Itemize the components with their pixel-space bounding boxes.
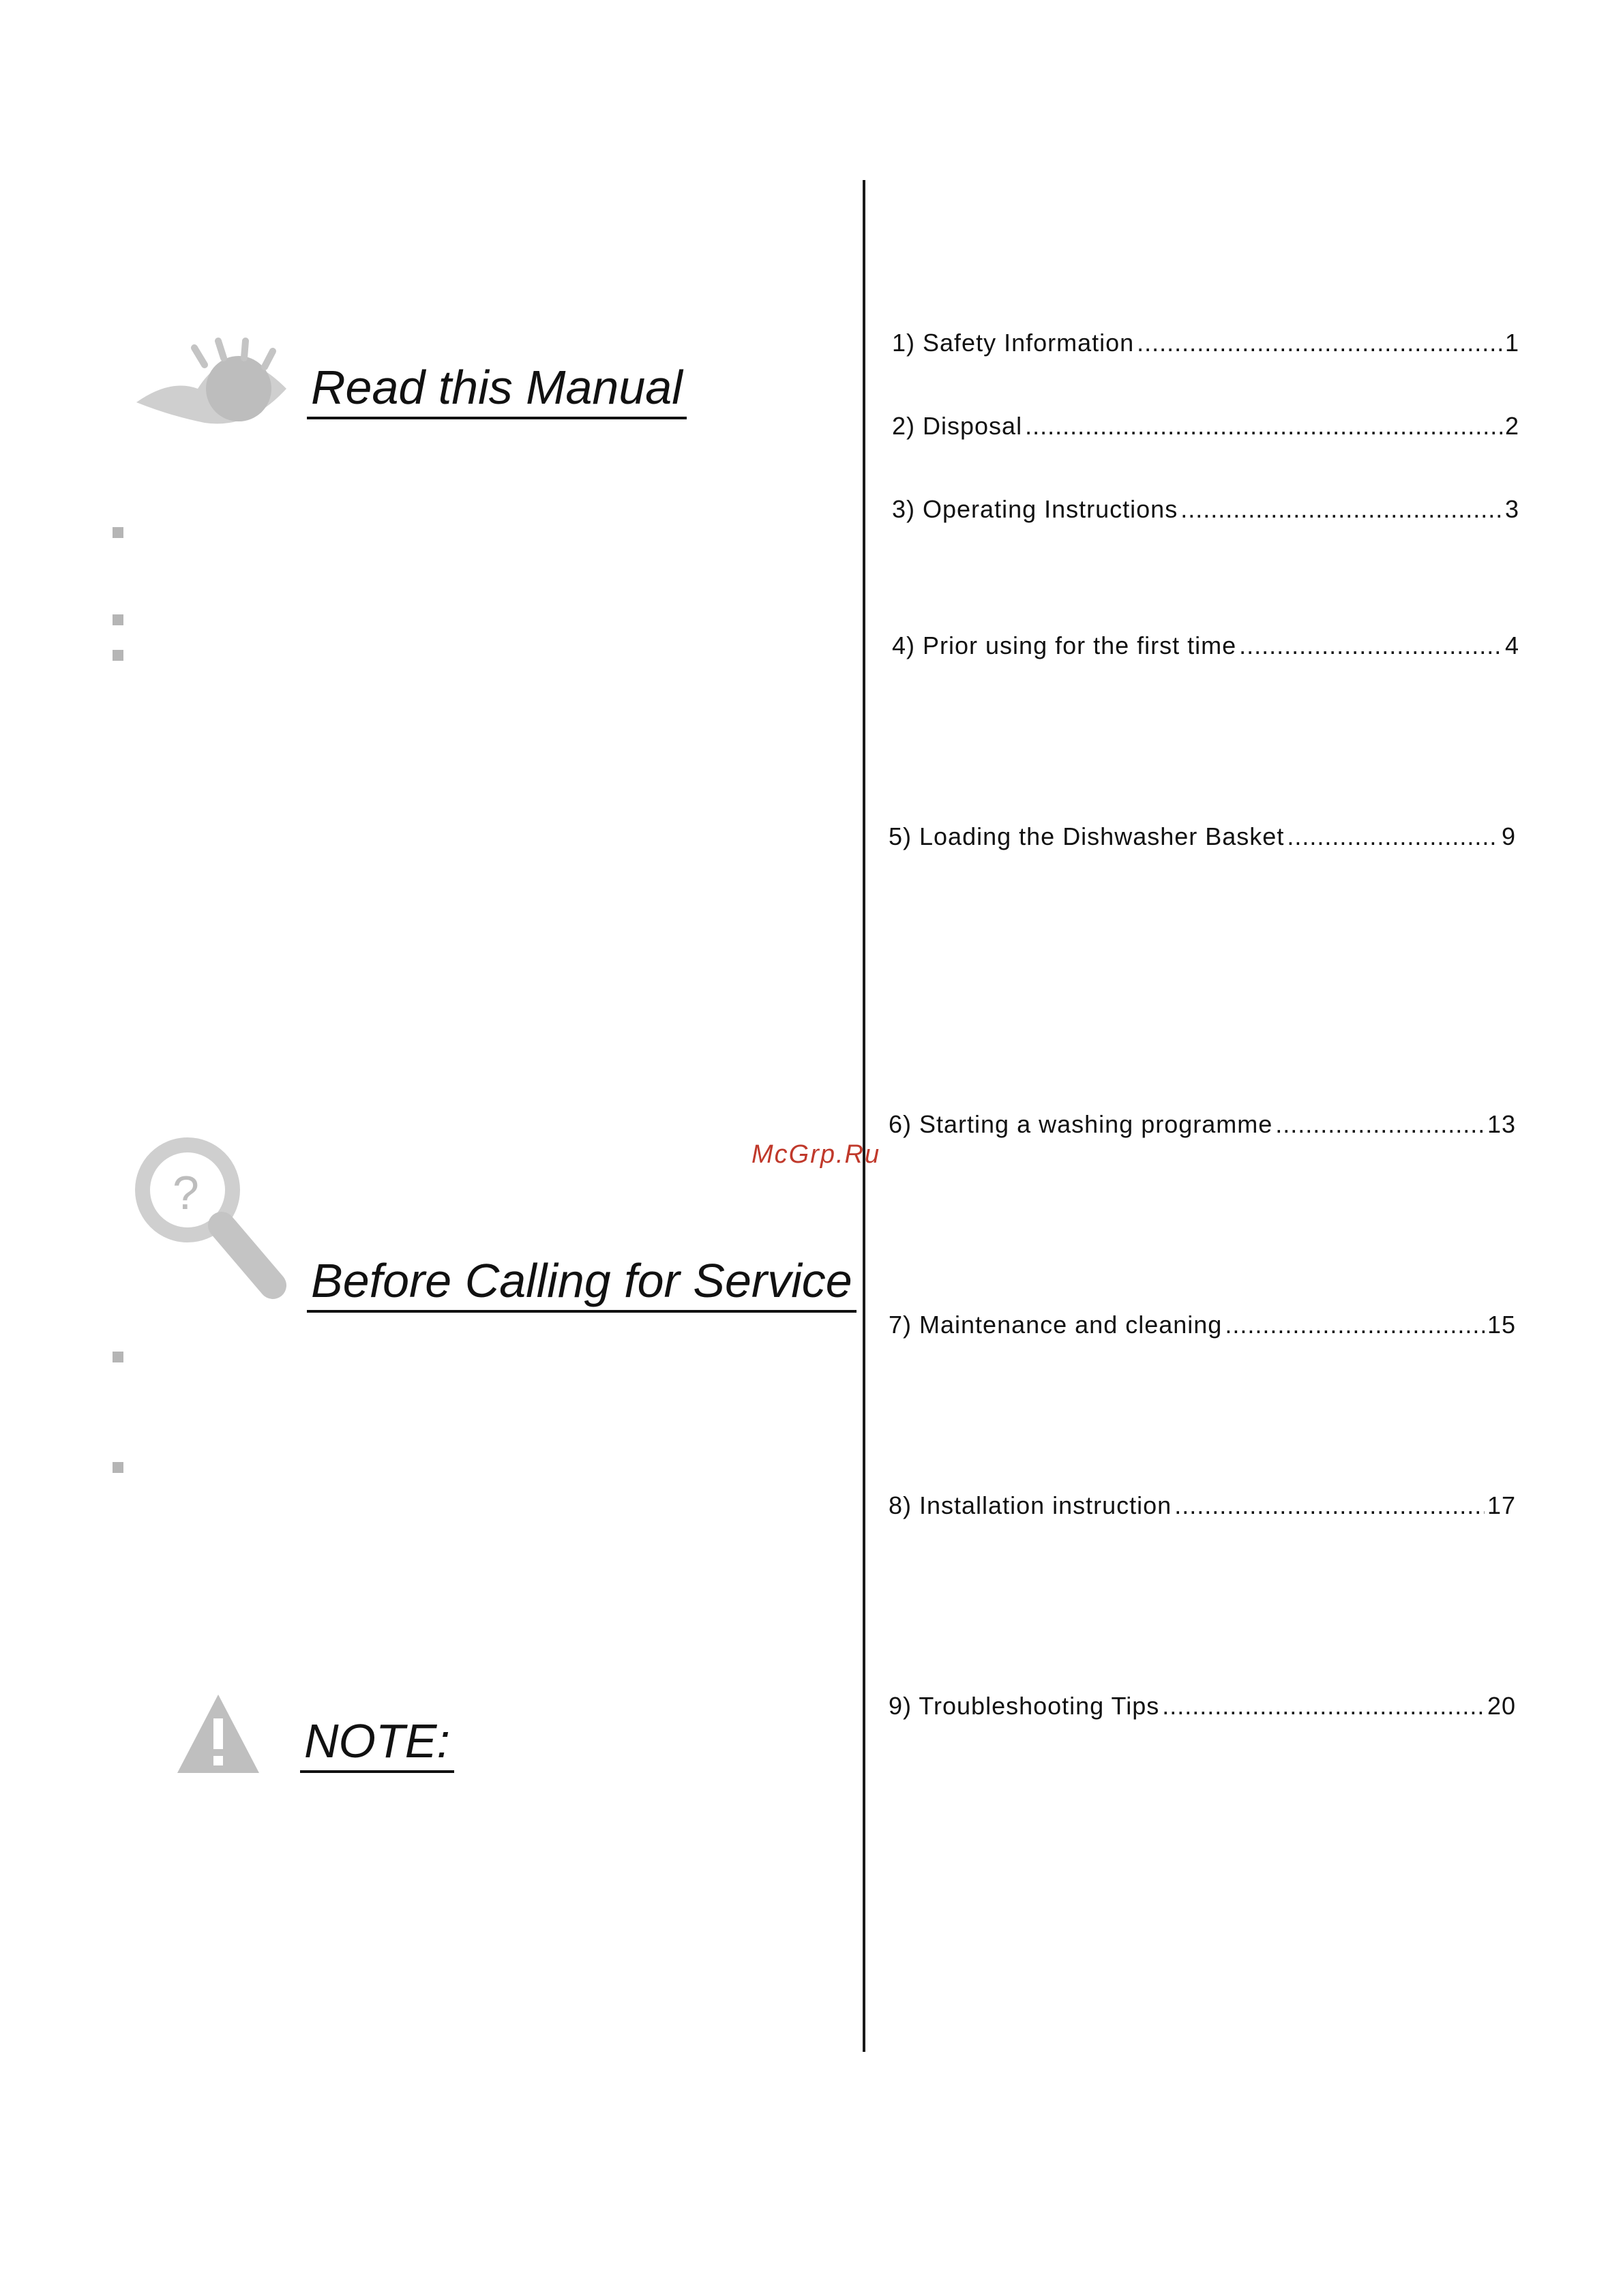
- magnifier-question-icon: [133, 1135, 297, 1313]
- toc-entry[interactable]: [889, 1311, 1516, 1339]
- toc-entry[interactable]: [892, 631, 1519, 660]
- toc-entry[interactable]: [889, 1110, 1516, 1139]
- toc-leader: [1025, 412, 1502, 441]
- toc-entry[interactable]: [889, 1692, 1516, 1720]
- toc-leader: [1174, 1491, 1485, 1520]
- toc-leader: [1239, 631, 1502, 660]
- column-divider: [863, 180, 865, 2052]
- before-service-heading: Before Calling for Service: [307, 1255, 857, 1313]
- eye-icon: [130, 314, 307, 436]
- toc-label: 6) Starting a washing programme: [889, 1110, 1273, 1138]
- toc-entry[interactable]: [892, 412, 1519, 441]
- toc-page-number: 1: [1504, 329, 1519, 357]
- toc-page-number: 4: [1504, 631, 1519, 659]
- bullet-marker: [113, 650, 123, 661]
- toc-entry[interactable]: [892, 329, 1519, 357]
- note-heading: NOTE:: [300, 1715, 454, 1773]
- toc-leader: [1137, 329, 1502, 357]
- toc-leader: [1162, 1692, 1485, 1720]
- toc-label: 9) Troubleshooting Tips: [889, 1692, 1160, 1720]
- toc-leader: [1180, 495, 1502, 524]
- warning-triangle-icon: [174, 1691, 263, 1776]
- toc-page-number: 15: [1487, 1311, 1516, 1339]
- toc-label: 8) Installation instruction: [889, 1491, 1172, 1519]
- toc-label: 1) Safety Information: [892, 329, 1135, 357]
- toc-entry[interactable]: [889, 822, 1516, 851]
- toc-leader: [1225, 1311, 1485, 1339]
- bullet-marker: [113, 1352, 123, 1362]
- toc-page-number: 2: [1504, 412, 1519, 440]
- svg-text:?: ?: [173, 1166, 199, 1219]
- toc-label: 2) Disposal: [892, 412, 1023, 440]
- toc-entry[interactable]: [889, 1491, 1516, 1520]
- toc-page-number: 13: [1487, 1110, 1516, 1138]
- toc-label: 3) Operating Instructions: [892, 495, 1178, 523]
- bullet-marker: [113, 527, 123, 538]
- toc-entry[interactable]: [892, 495, 1519, 524]
- toc-page-number: 9: [1501, 822, 1516, 850]
- watermark-text: McGrp.Ru: [751, 1140, 881, 1169]
- read-manual-heading: Read this Manual: [307, 361, 687, 419]
- toc-leader: [1275, 1110, 1485, 1139]
- bullet-marker: [113, 1462, 123, 1473]
- toc-leader: [1287, 822, 1499, 851]
- toc-label: 4) Prior using for the first time: [892, 631, 1237, 659]
- toc-label: 7) Maintenance and cleaning: [889, 1311, 1223, 1339]
- toc-page-number: 20: [1487, 1692, 1516, 1720]
- bullet-marker: [113, 614, 123, 625]
- toc-label: 5) Loading the Dishwasher Basket: [889, 822, 1285, 850]
- toc-page-number: 17: [1487, 1491, 1516, 1519]
- toc-page-number: 3: [1504, 495, 1519, 523]
